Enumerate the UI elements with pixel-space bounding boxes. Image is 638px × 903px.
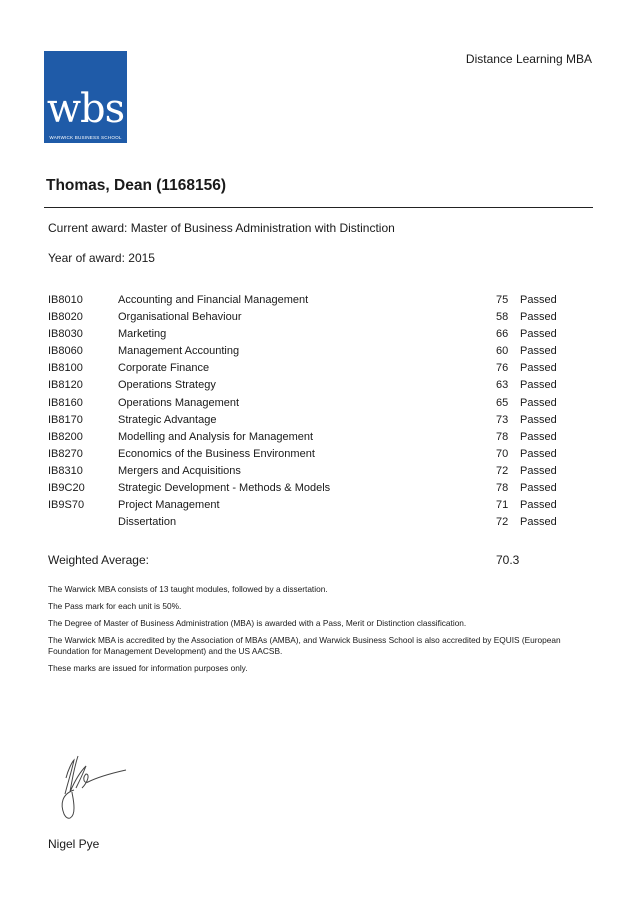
module-code: IB9C20	[48, 482, 85, 495]
module-title: Strategic Advantage	[118, 413, 217, 426]
module-status: Passed	[520, 499, 557, 512]
module-status: Passed	[520, 396, 557, 409]
note: The Warwick MBA is accredited by the Association of MBAs (AMBA), and Warwick Business School is also accredited by EQUIS (European Foundation for Management Development) and the US AACSB.	[48, 635, 561, 656]
table-row	[48, 463, 558, 480]
weighted-average-value: 70.3	[496, 553, 520, 567]
module-mark: 72	[496, 464, 509, 477]
student-name: Thomas, Dean (1168156)	[46, 177, 227, 194]
module-title: Project Management	[118, 499, 220, 512]
note: The Pass mark for each unit is 50%.	[48, 601, 182, 611]
module-mark: 78	[496, 430, 509, 443]
module-title: Economics of the Business Environment	[118, 447, 315, 460]
module-code: IB8100	[48, 362, 83, 375]
table-row	[48, 395, 558, 412]
logo-text: wbs	[46, 86, 125, 132]
module-title: Operations Management	[118, 396, 240, 409]
module-status: Passed	[520, 345, 557, 358]
table-row	[48, 377, 558, 394]
module-code: IB8010	[48, 294, 83, 306]
module-code: IB8020	[48, 311, 83, 324]
module-title: Accounting and Financial Management	[118, 294, 309, 306]
module-title: Organisational Behaviour	[118, 311, 242, 324]
table-row	[48, 497, 558, 514]
logo-subtext: WARWICK BUSINESS SCHOOL	[49, 135, 122, 140]
signatory-name: Nigel Pye	[48, 837, 100, 851]
module-code: IB8060	[48, 345, 83, 358]
table-row	[48, 514, 558, 531]
note: The Warwick MBA consists of 13 taught modules, followed by a dissertation.	[48, 584, 328, 594]
table-row	[48, 309, 558, 326]
module-status: Passed	[520, 379, 557, 392]
module-table	[48, 292, 558, 531]
module-mark: 58	[496, 311, 509, 324]
wbs-logo	[44, 51, 127, 143]
module-mark: 70	[496, 447, 509, 460]
module-title: Dissertation	[118, 516, 177, 529]
notes-section	[48, 584, 568, 680]
current-award: Current award: Master of Business Administration with Distinction	[48, 221, 395, 235]
module-mark: 75	[496, 294, 509, 306]
module-code: IB8310	[48, 464, 83, 477]
module-status: Passed	[520, 516, 557, 529]
module-mark: 73	[496, 413, 509, 426]
module-status: Passed	[520, 328, 557, 341]
table-row	[48, 412, 558, 429]
module-mark: 65	[496, 396, 509, 409]
divider	[44, 207, 593, 208]
weighted-average-label: Weighted Average:	[48, 553, 149, 567]
module-mark: 78	[496, 482, 509, 495]
note: These marks are issued for information purposes only.	[48, 662, 248, 673]
year-of-award: Year of award: 2015	[48, 251, 155, 265]
module-status: Passed	[520, 311, 557, 324]
module-status: Passed	[520, 482, 557, 495]
module-status: Passed	[520, 447, 557, 460]
module-code: IB8120	[48, 379, 83, 392]
module-status: Passed	[520, 294, 557, 306]
note: The Degree of Master of Business Administration (MBA) is awarded with a Pass, Merit or Distinction classification.	[48, 618, 467, 628]
module-code: IB8030	[48, 328, 83, 341]
module-title: Management Accounting	[118, 345, 240, 358]
module-mark: 63	[496, 379, 509, 392]
module-mark: 76	[496, 362, 509, 375]
module-title: Corporate Finance	[118, 362, 210, 375]
signature-image	[52, 748, 136, 828]
module-code: IB8170	[48, 413, 83, 426]
module-status: Passed	[520, 413, 557, 426]
table-row	[48, 343, 558, 360]
module-title: Marketing	[118, 328, 167, 341]
module-mark: 60	[496, 345, 509, 358]
table-row	[48, 326, 558, 343]
module-mark: 72	[496, 516, 509, 529]
module-status: Passed	[520, 464, 557, 477]
table-row	[48, 446, 558, 463]
program-title: Distance Learning MBA	[465, 52, 592, 66]
table-row	[48, 480, 558, 497]
module-mark: 71	[496, 499, 509, 512]
table-row	[48, 429, 558, 446]
module-status: Passed	[520, 430, 557, 443]
module-code: IB8160	[48, 396, 83, 409]
module-code: IB9S70	[48, 499, 85, 512]
module-title: Modelling and Analysis for Management	[118, 430, 314, 443]
table-row	[48, 360, 558, 377]
table-row	[48, 292, 558, 309]
module-title: Operations Strategy	[118, 379, 216, 392]
module-code: IB8200	[48, 430, 83, 443]
module-mark: 66	[496, 328, 509, 341]
module-title: Mergers and Acquisitions	[118, 464, 241, 477]
module-code: IB8270	[48, 447, 83, 460]
module-status: Passed	[520, 362, 557, 375]
module-title: Strategic Development - Methods & Models	[118, 482, 331, 495]
